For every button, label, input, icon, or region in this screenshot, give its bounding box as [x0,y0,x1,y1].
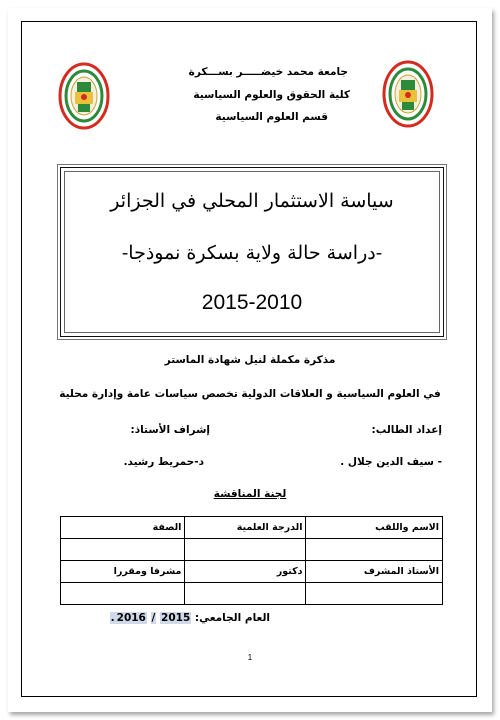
academic-year-start: 2015 [161,612,191,624]
table-cell: مشرفا ومقررا [61,561,185,583]
university-logo-right [382,60,434,128]
table-row [61,561,443,583]
page-number: 1 [247,653,253,662]
table-header-cell: الصفة [61,517,185,539]
academic-year-end-mark: . [110,612,115,624]
academic-year-separator: / [151,612,156,624]
thesis-subtitle: -دراسة حالة ولاية بسكرة نموذجا- [121,242,383,264]
supervisor-name: د-حمريط رشيد. [123,456,204,468]
academic-year [110,612,270,624]
faculty-name: كلية الحقوق والعلوم السياسية [193,89,350,101]
academic-year-label: العام الجامعي: [194,612,270,624]
table-cell [185,539,306,561]
thesis-title: سياسة الاستثمار المحلي في الجزائر [110,190,394,212]
field-line: في العلوم السياسية و العلاقات الدولية تخصص سياسات عامة وإدارة محلية [59,388,441,400]
table-cell [306,539,443,561]
table-cell [61,583,185,605]
title-box [60,167,444,337]
table-cell: الأستاذ المشرف [306,561,443,583]
table-header-cell: الاسم واللقب [306,517,443,539]
student-name: - سيف الدين جلال . [340,456,442,468]
prepared-by-label: إعداد الطالب: [371,424,442,436]
academic-year-end: 2016 [116,612,146,624]
table-row [61,517,443,539]
table-cell [306,583,443,605]
university-name: جامعة محمد خيضـــــر بســـكرة [188,66,348,78]
jury-title: لجنة المناقشة [213,488,287,500]
department-name: قسم العلوم السياسية [215,111,328,123]
university-logo-left [58,62,110,130]
table-cell: دكتور [185,561,306,583]
table-cell [61,539,185,561]
jury-table [60,516,443,605]
memo-line: مذكرة مكملة لنيل شهادة الماستر [164,354,336,366]
table-header-cell: الدرجة العلمية [185,517,306,539]
table-row [61,539,443,561]
study-period: 2015-2010 [201,291,303,314]
supervised-by-label: إشراف الأستاذ: [130,424,210,436]
table-cell [185,583,306,605]
table-row [61,583,443,605]
